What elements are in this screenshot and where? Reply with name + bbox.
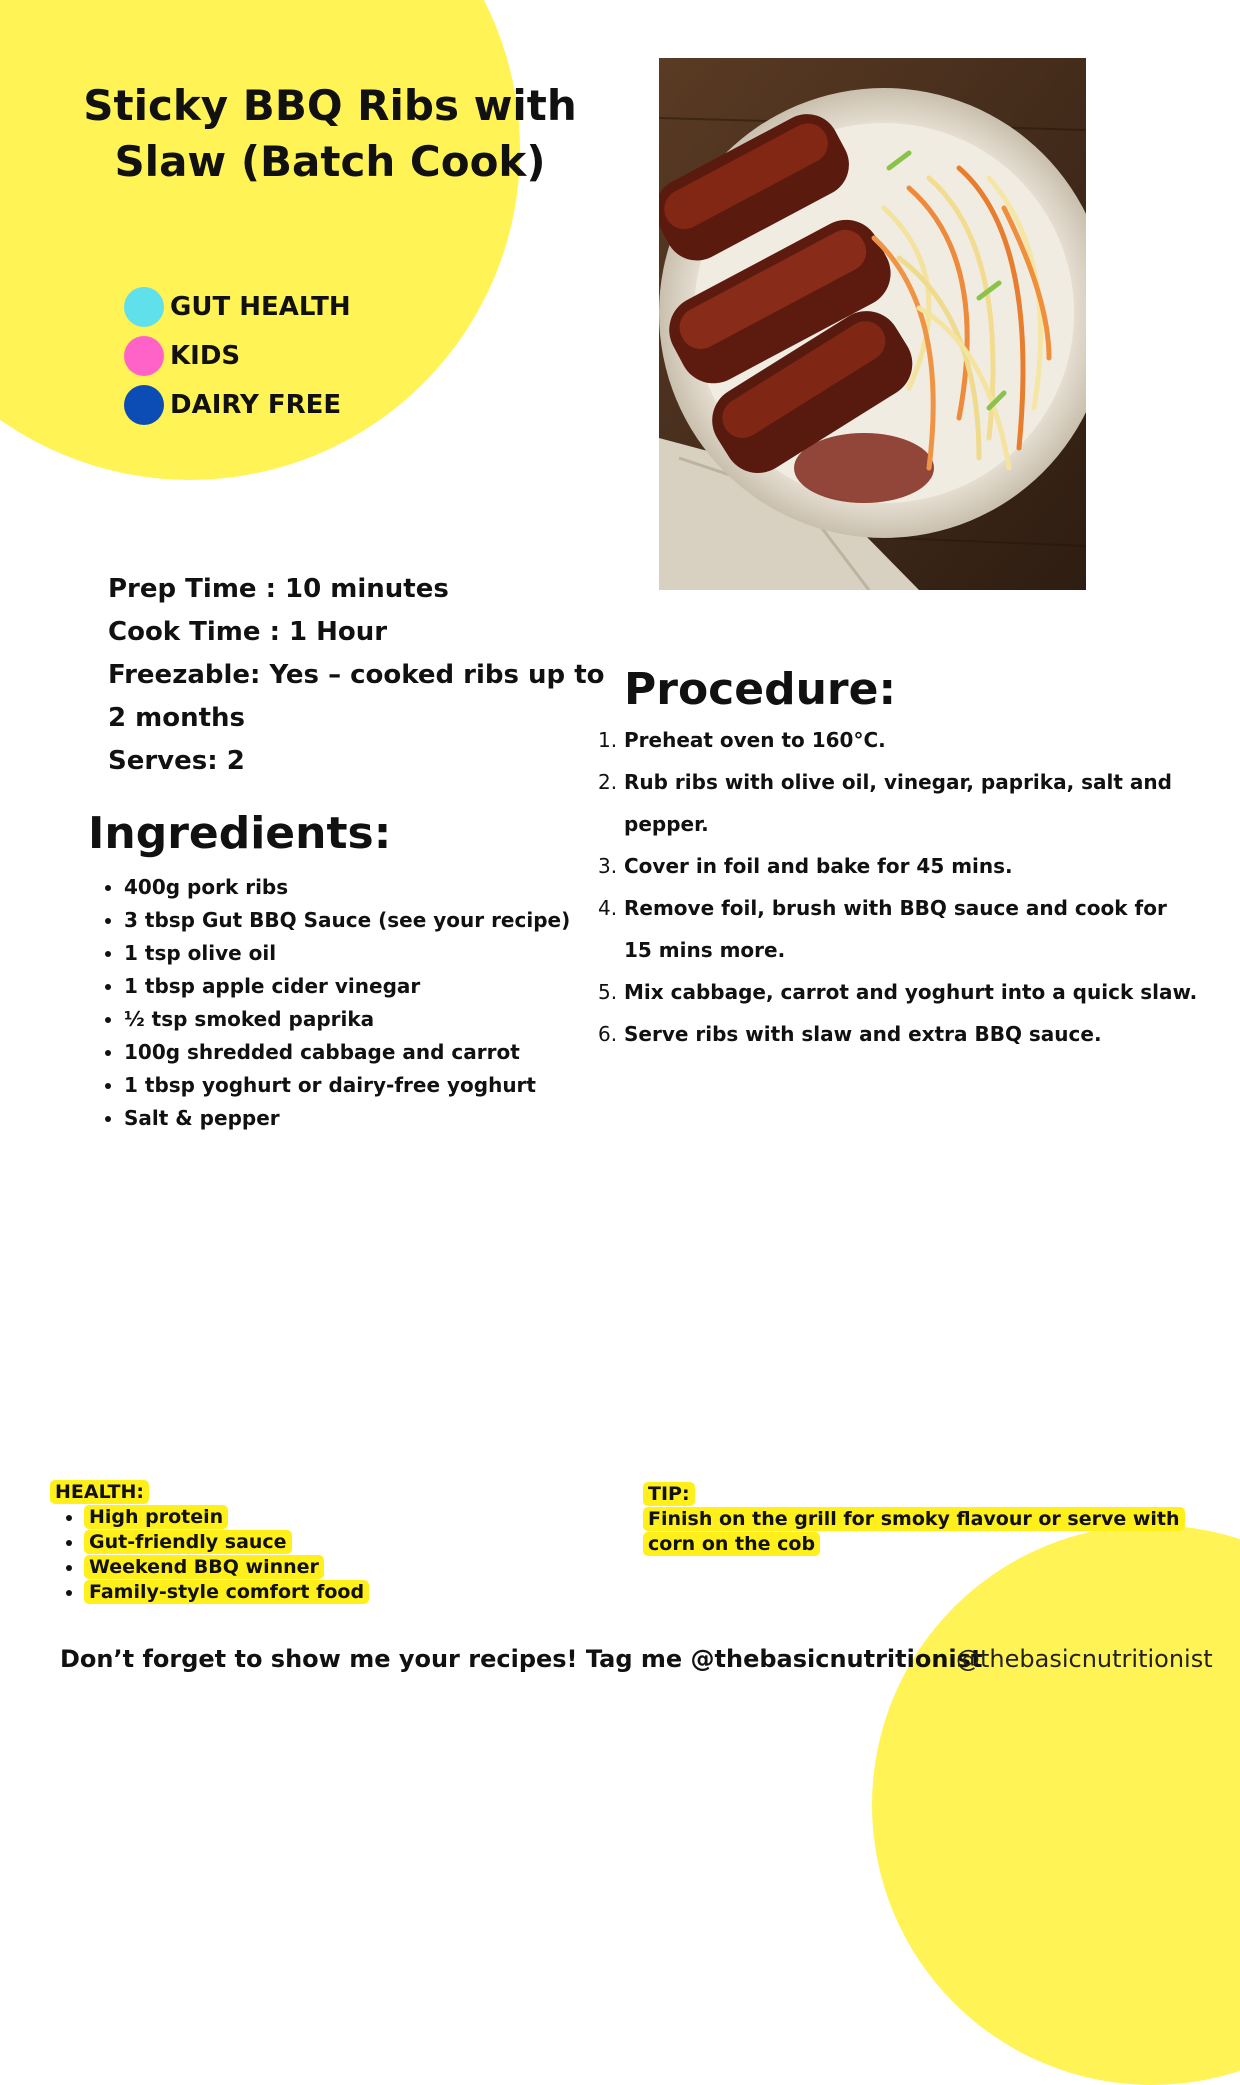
ingredient-item: • 1 tsp olive oil <box>124 937 644 970</box>
procedure-step <box>598 971 1198 1013</box>
procedure-heading: Procedure: <box>624 664 897 715</box>
health-item-text: Family-style comfort food <box>84 1580 369 1604</box>
health-item <box>84 1555 369 1580</box>
tag-kids <box>124 331 351 380</box>
procedure-step <box>598 719 1198 761</box>
step-text: Rub ribs with olive oil, vinegar, paprika, salt and pepper. <box>624 770 1172 836</box>
step-text: Cover in foil and bake for 45 mins. <box>624 854 1013 878</box>
health-heading: HEALTH: <box>50 1480 149 1504</box>
health-list <box>50 1505 369 1605</box>
ingredient-item: • 400g pork ribs <box>124 871 644 904</box>
tip-heading: TIP: <box>643 1482 695 1506</box>
freezable: Freezable: Yes – cooked ribs up to 2 months <box>108 660 605 733</box>
ingredient-item: • Salt & pepper <box>124 1102 644 1135</box>
ingredient-item: • ½ tsp smoked paprika <box>124 1003 644 1036</box>
health-item <box>84 1530 369 1555</box>
serves: Serves: 2 <box>108 746 245 776</box>
health-item <box>84 1580 369 1605</box>
cook-time: Cook Time : 1 Hour <box>108 617 388 647</box>
tag-gut-health <box>124 282 351 331</box>
procedure-step <box>598 845 1198 887</box>
footer-call-to-action: Don’t forget to show me your recipes! Tag me @thebasicnutritionist <box>60 1645 983 1673</box>
ingredients-heading: Ingredients: <box>88 808 392 859</box>
step-number: 2. <box>598 770 618 794</box>
tip-box <box>643 1482 1188 1557</box>
health-box <box>50 1480 369 1605</box>
health-item-text: Weekend BBQ winner <box>84 1555 324 1579</box>
step-number: 6. <box>598 1022 618 1046</box>
dietary-tags <box>124 282 351 429</box>
health-item <box>84 1505 369 1530</box>
recipe-meta <box>108 568 628 783</box>
procedure-step <box>598 761 1198 845</box>
ingredients-list <box>92 871 644 1135</box>
health-item-text: Gut-friendly sauce <box>84 1530 292 1554</box>
social-handle: @thebasicnutritionist <box>956 1645 1213 1673</box>
tag-dot-icon <box>124 287 164 327</box>
step-number: 3. <box>598 854 618 878</box>
procedure-steps <box>598 719 1198 1055</box>
tag-label: KIDS <box>170 340 241 371</box>
procedure-step <box>598 1013 1198 1055</box>
ingredient-item: • 1 tbsp apple cider vinegar <box>124 970 644 1003</box>
health-item-text: High protein <box>84 1505 228 1529</box>
tag-label: DAIRY FREE <box>170 389 342 420</box>
tag-dairy-free <box>124 380 351 429</box>
step-text: Serve ribs with slaw and extra BBQ sauce. <box>624 1022 1102 1046</box>
tag-label: GUT HEALTH <box>170 291 351 322</box>
step-number: 5. <box>598 980 618 1004</box>
tag-dot-icon <box>124 385 164 425</box>
prep-time: Prep Time : 10 minutes <box>108 574 449 604</box>
yellow-circle-decoration-bottom <box>872 1525 1240 2085</box>
step-text: Remove foil, brush with BBQ sauce and cook for 15 mins more. <box>624 896 1167 962</box>
ingredient-item: • 100g shredded cabbage and carrot <box>124 1036 644 1069</box>
ribs-and-slaw-illustration <box>659 58 1086 590</box>
ingredient-item: • 3 tbsp Gut BBQ Sauce (see your recipe) <box>124 904 644 937</box>
recipe-title: Sticky BBQ Ribs with Slaw (Batch Cook) <box>83 81 577 186</box>
tag-dot-icon <box>124 336 164 376</box>
ingredient-item: • 1 tbsp yoghurt or dairy-free yoghurt <box>124 1069 644 1102</box>
step-text: Mix cabbage, carrot and yoghurt into a quick slaw. <box>624 980 1198 1004</box>
step-number: 1. <box>598 728 618 752</box>
step-number: 4. <box>598 896 618 920</box>
recipe-photo <box>659 58 1086 590</box>
tip-text: Finish on the grill for smoky flavour or serve with corn on the cob <box>643 1507 1185 1556</box>
procedure-step <box>598 887 1198 971</box>
step-text: Preheat oven to 160°C. <box>624 728 886 752</box>
